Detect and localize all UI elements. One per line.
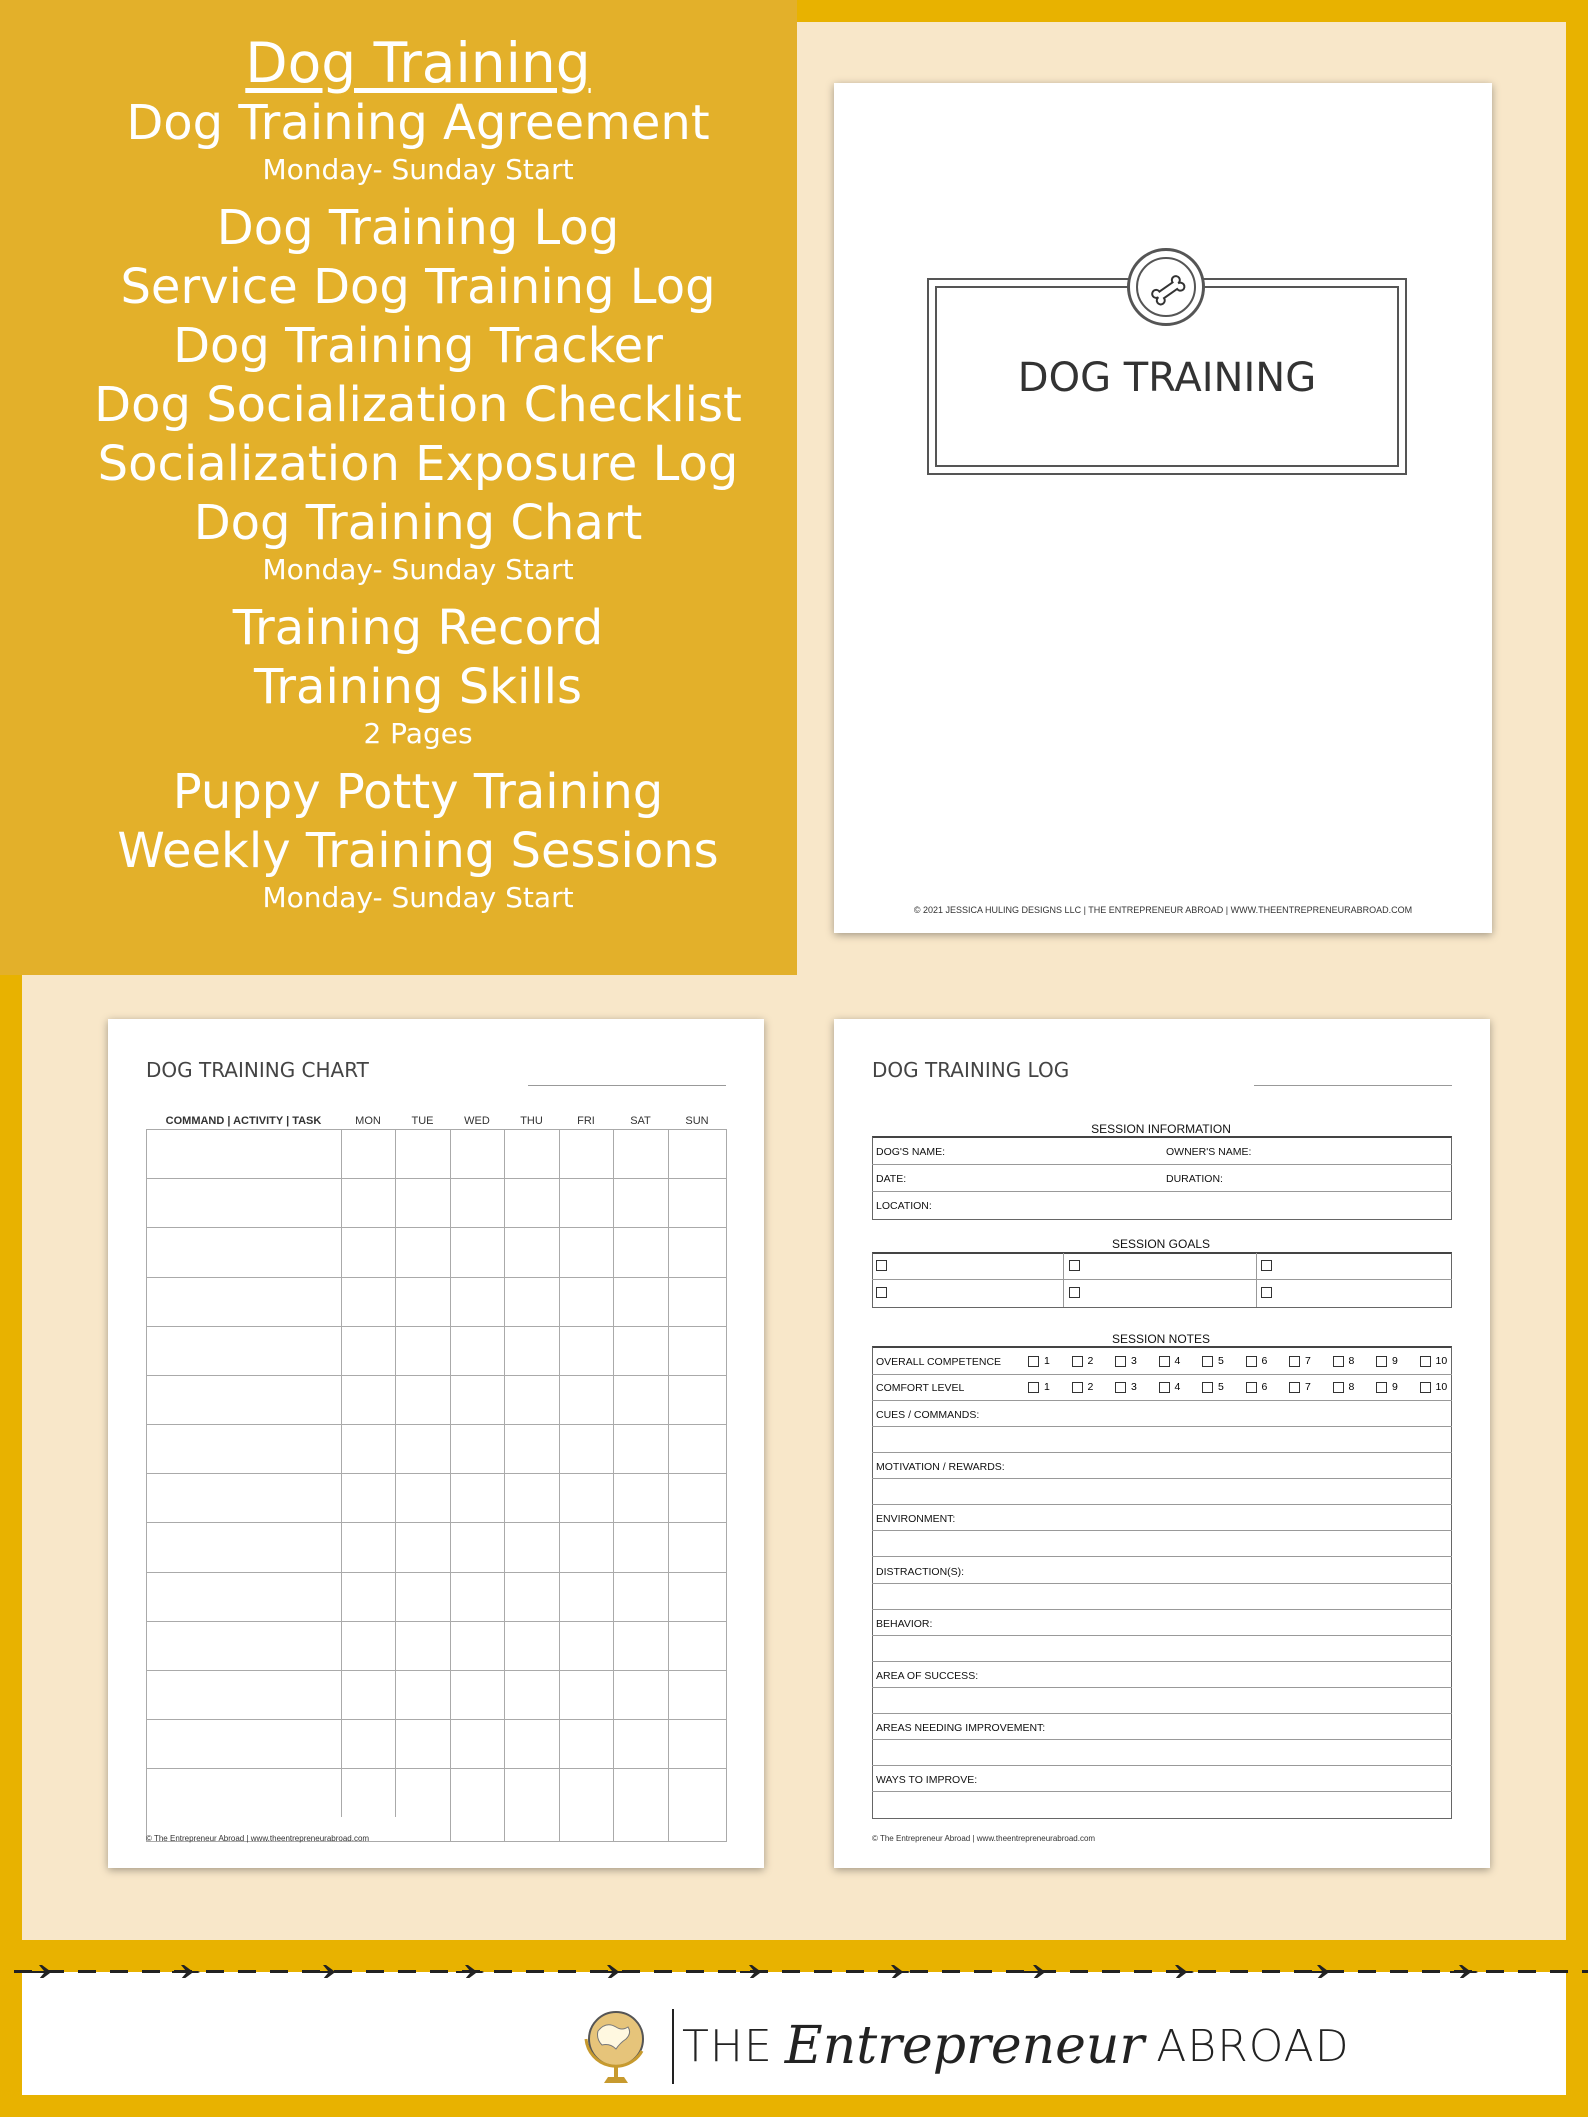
note-field-divider [872,1713,1452,1714]
airplane-icon [456,1965,484,1978]
chart-column-header: MON [355,1115,381,1127]
session-info-box [872,1136,1452,1220]
grid-column-line [450,1129,451,1842]
cover-footer: © 2021 JESSICA HULING DESIGNS LLC | THE ENTREPRENEUR ABROAD | WWW.THEENTREPRENEURABROAD.COM [913,905,1413,915]
session-goals-heading: SESSION GOALS [1111,1237,1211,1251]
title-underline [528,1085,726,1086]
rating-option[interactable] [1159,1355,1203,1367]
rating-option[interactable] [1333,1355,1377,1367]
rating-checkbox[interactable] [1159,1382,1170,1393]
duration-label: DURATION: [1166,1173,1223,1185]
airplane-icon [1450,1965,1478,1978]
rating-checkbox[interactable] [1420,1356,1431,1367]
rating-number: 9 [1392,1355,1398,1367]
rating-option[interactable] [1333,1381,1377,1393]
airplane-icon [1024,1965,1052,1978]
note-field-line[interactable] [872,1791,1452,1792]
list-item-title: Dog Training Tracker [173,318,663,374]
list-item-title: Puppy Potty Training [172,764,664,820]
grid-row-line [146,1768,726,1769]
rating-option[interactable] [1028,1355,1072,1367]
overall-competence-rating[interactable] [1028,1355,1463,1367]
list-item-title: Weekly Training Sessions [117,823,719,879]
note-field-divider [872,1556,1452,1557]
airplane-icon [882,1965,910,1978]
owners-name-label: OWNER'S NAME: [1166,1146,1252,1158]
rating-checkbox[interactable] [1420,1382,1431,1393]
rating-option[interactable] [1289,1381,1333,1393]
rating-option[interactable] [1115,1355,1159,1367]
log-page-footer: © The Entrepreneur Abroad | www.theentrepreneurabroad.com [872,1834,1096,1843]
rating-option[interactable] [1420,1355,1464,1367]
goal-checkbox[interactable] [876,1260,887,1271]
chart-page-footer: © The Entrepreneur Abroad | www.theentrepreneurabroad.com [146,1834,370,1843]
grid-row-line [146,1375,726,1376]
rating-number: 1 [1044,1355,1050,1367]
airplane-icon [30,1965,58,1978]
rating-number: 4 [1174,1355,1181,1367]
list-heading: Dog Training [245,31,591,95]
session-goals-box [872,1252,1452,1308]
goal-checkbox[interactable] [1261,1287,1272,1298]
grid-column-line [559,1129,560,1842]
grid-column-line [613,1129,614,1842]
grid-column-line [341,1129,342,1817]
goal-checkbox[interactable] [1069,1287,1080,1298]
rating-checkbox[interactable] [1072,1382,1083,1393]
note-field-label: DISTRACTION(S): [876,1565,965,1578]
airplane-icon [598,1965,626,1978]
cover-title: DOG TRAINING [1017,355,1317,401]
chart-column-header: TUE [411,1115,434,1127]
note-field-divider [872,1661,1452,1662]
rating-checkbox[interactable] [1028,1382,1039,1393]
list-item-title: Dog Training Chart [193,495,643,551]
list-item-subtitle: Monday- Sunday Start [262,153,574,186]
chart-column-header: WED [464,1115,490,1127]
note-field-label: WAYS TO IMPROVE: [876,1774,978,1787]
rating-option[interactable] [1202,1355,1246,1367]
list-item-title: Dog Socialization Checklist [94,377,742,433]
list-item-subtitle: Monday- Sunday Start [262,881,574,914]
grid-row-line [146,1424,726,1425]
grid-row-line [146,1522,726,1523]
rating-option[interactable] [1246,1381,1290,1393]
globe-icon [580,2005,660,2087]
brand-abroad: ABROAD [1156,2020,1350,2072]
chart-grid [146,1129,726,1842]
note-field-line[interactable] [872,1426,1452,1427]
comfort-level-label: COMFORT LEVEL [876,1382,965,1394]
rating-checkbox[interactable] [1376,1382,1387,1393]
airplane-icon [172,1965,200,1978]
airplane-icon [1166,1965,1194,1978]
session-notes-heading: SESSION NOTES [1111,1332,1211,1346]
chart-column-header: SUN [685,1115,709,1127]
grid-row-line [146,1277,726,1278]
rating-checkbox[interactable] [1159,1356,1170,1367]
rating-checkbox[interactable] [1333,1356,1344,1367]
rating-number: 8 [1348,1381,1355,1393]
rating-number: 5 [1218,1381,1224,1393]
rating-checkbox[interactable] [1072,1356,1083,1367]
rating-number: 1 [1044,1381,1050,1393]
rating-number: 5 [1218,1355,1224,1367]
rating-option[interactable] [1376,1381,1420,1393]
rating-option[interactable] [1072,1381,1116,1393]
chart-column-header: SAT [630,1115,651,1127]
rating-option[interactable] [1289,1355,1333,1367]
note-field-divider [872,1609,1452,1610]
grid-row-line [146,1326,726,1327]
rating-checkbox[interactable] [1376,1356,1387,1367]
grid-row-line [146,1227,726,1228]
note-field-label: CUES / COMMANDS: [876,1409,980,1421]
rating-number: 3 [1131,1355,1137,1367]
note-field-label: AREA OF SUCCESS: [876,1670,979,1682]
grid-row-line [146,1621,726,1622]
rating-number: 4 [1174,1381,1181,1393]
goal-checkbox[interactable] [876,1287,887,1298]
rating-option[interactable] [1376,1355,1420,1367]
brand-logo [580,2005,1350,2087]
rating-option[interactable] [1420,1381,1464,1393]
overall-competence-label: OVERALL COMPETENCE [876,1356,1002,1368]
rating-checkbox[interactable] [1202,1382,1213,1393]
location-label: LOCATION: [876,1200,932,1212]
rating-option[interactable] [1159,1381,1203,1393]
brand-the: THE [682,2020,773,2072]
airplane-icon [1308,1965,1336,1978]
rating-number: 7 [1305,1355,1311,1367]
product-list [0,32,836,927]
airplane-dash-line [0,1964,1588,1978]
airplane-icon [314,1965,342,1978]
log-page-title: DOG TRAINING LOG [872,1058,1070,1082]
rating-number: 10 [1435,1355,1448,1367]
rating-option[interactable] [1028,1381,1072,1393]
chart-column-header: THU [520,1115,543,1127]
rating-number: 8 [1348,1355,1355,1367]
grid-row-line [146,1178,726,1179]
training-log-page-preview [834,1019,1490,1868]
rating-number: 2 [1087,1381,1094,1393]
comfort-level-rating[interactable] [1028,1381,1463,1393]
list-item-title: Socialization Exposure Log [97,436,739,492]
rating-option[interactable] [1115,1381,1159,1393]
rating-checkbox[interactable] [1202,1356,1213,1367]
list-item-title: Training Skills [254,659,582,715]
rating-number: 9 [1392,1381,1398,1393]
airplane-icon [740,1965,768,1978]
training-chart-page-preview [108,1019,764,1868]
brand-divider [672,2009,674,2084]
rating-option[interactable] [1072,1355,1116,1367]
grid-row-line [146,1473,726,1474]
note-field-line[interactable] [872,1687,1452,1688]
grid-column-line [504,1129,505,1842]
note-field-label: MOTIVATION / REWARDS: [876,1461,1005,1474]
note-field-line[interactable] [872,1739,1452,1740]
rating-checkbox[interactable] [1115,1382,1126,1393]
rating-checkbox[interactable] [1289,1356,1300,1367]
rating-number: 6 [1261,1381,1268,1393]
chart-column-header: COMMAND | ACTIVITY | TASK [165,1115,322,1127]
list-item-subtitle: Monday- Sunday Start [262,553,574,586]
chart-page-title: DOG TRAINING CHART [146,1058,369,1082]
session-info-heading: SESSION INFORMATION [1091,1122,1231,1136]
goal-checkbox[interactable] [1069,1260,1080,1271]
grid-column-line [395,1129,396,1817]
grid-column-line [726,1129,727,1842]
rating-checkbox[interactable] [1289,1382,1300,1393]
rating-number: 6 [1261,1355,1268,1367]
note-field-line[interactable] [872,1478,1452,1479]
rating-number: 10 [1435,1381,1448,1393]
note-field-line[interactable] [872,1635,1452,1636]
rating-number: 3 [1131,1381,1137,1393]
grid-row-line [146,1670,726,1671]
grid-column-line [146,1129,147,1842]
rating-checkbox[interactable] [1115,1356,1126,1367]
grid-row-line [146,1572,726,1573]
grid-column-line [668,1129,669,1842]
note-field-label: AREAS NEEDING IMPROVEMENT: [876,1722,1046,1735]
note-field-divider [872,1452,1452,1453]
dogs-name-label: DOG'S NAME: [876,1146,946,1158]
rating-checkbox[interactable] [1246,1356,1257,1367]
chart-column-header: FRI [577,1115,595,1127]
brand-entrepreneur: Entrepreneur [784,2016,1145,2076]
goal-checkbox[interactable] [1261,1260,1272,1271]
list-item-title: Dog Training Agreement [126,95,710,151]
grid-row-line [146,1719,726,1720]
rating-option[interactable] [1246,1355,1290,1367]
list-item-title: Service Dog Training Log [120,259,716,315]
note-field-label: ENVIRONMENT: [876,1513,956,1526]
rating-option[interactable] [1202,1381,1246,1393]
rating-checkbox[interactable] [1028,1356,1039,1367]
title-underline [1254,1085,1452,1086]
list-item-subtitle: 2 Pages [363,717,473,750]
date-label: DATE: [876,1173,907,1185]
bone-badge [1127,248,1205,326]
cover-page-preview [834,83,1492,933]
note-field-line[interactable] [872,1530,1452,1531]
rating-number: 2 [1087,1355,1094,1367]
note-field-divider [872,1504,1452,1505]
rating-checkbox[interactable] [1246,1382,1257,1393]
rating-checkbox[interactable] [1333,1382,1344,1393]
grid-row-line [146,1129,726,1130]
list-item-title: Training Record [232,600,604,656]
note-field-label: BEHAVIOR: [876,1617,933,1630]
note-field-divider [872,1765,1452,1766]
note-field-line[interactable] [872,1583,1452,1584]
bone-icon [1144,265,1188,309]
list-item-title: Dog Training Log [216,200,620,256]
rating-number: 7 [1305,1381,1311,1393]
